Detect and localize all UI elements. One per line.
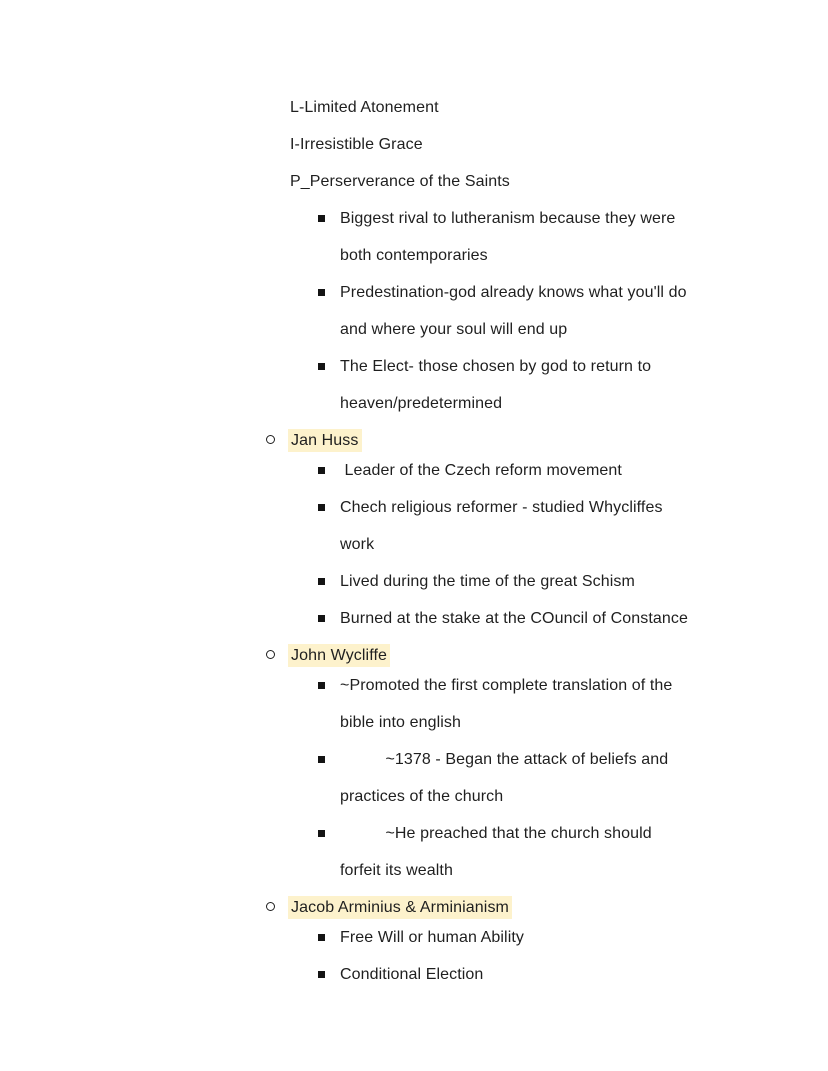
outline-item-text: and where your soul will end up — [340, 321, 568, 338]
square-bullet-icon — [318, 363, 325, 370]
outline-line — [340, 815, 652, 852]
outline-line — [340, 237, 675, 274]
outline-item — [318, 348, 828, 422]
outline-item — [318, 815, 828, 889]
outline-item-text: forfeit its wealth — [340, 862, 453, 879]
outline-item-text: Conditional Election — [340, 966, 484, 983]
outline-item-text: heaven/predetermined — [340, 395, 503, 412]
outline-item-lines — [340, 741, 668, 815]
outline-item-lines — [340, 815, 652, 889]
square-bullet-icon — [318, 504, 325, 511]
outline-item — [318, 452, 828, 489]
square-bullet-icon — [318, 578, 325, 585]
outline-line — [340, 919, 524, 956]
outline-item-lines — [290, 89, 439, 126]
outline-item — [290, 163, 828, 200]
outline-item-text: Burned at the stake at the COuncil of Constance — [340, 610, 689, 627]
outline-item-text: Chech religious reformer - studied Whycliffes — [340, 499, 663, 516]
outline-item-text: ~Promoted the first complete translation of the — [340, 677, 673, 694]
outline-item-text: Predestination-god already knows what you'll do — [340, 284, 687, 301]
outline-item-lines — [340, 956, 483, 993]
outline-line — [340, 667, 672, 704]
outline-line — [340, 704, 672, 741]
outline-item — [290, 89, 828, 126]
outline-item — [318, 956, 828, 993]
outline-item-text: Biggest rival to lutheranism because they were — [340, 210, 676, 227]
outline-item-text: both contemporaries — [340, 247, 488, 264]
outline-item-lines — [340, 919, 524, 956]
outline-item-text: ~1378 - Began the attack of beliefs and — [340, 751, 669, 768]
square-bullet-icon — [318, 682, 325, 689]
circle-bullet-icon — [266, 435, 275, 444]
square-bullet-icon — [318, 830, 325, 837]
outline-item-lines — [340, 667, 672, 741]
outline-line — [290, 126, 423, 163]
outline-item-text: work — [340, 536, 375, 553]
outline-item-lines — [340, 563, 635, 600]
circle-bullet-icon — [266, 650, 275, 659]
outline-item-text: Lived during the time of the great Schism — [340, 573, 635, 590]
outline-line — [340, 526, 663, 563]
outline-item-text: The Elect- those chosen by god to return to — [340, 358, 652, 375]
outline-item-text: P_Perserverance of the Saints — [290, 173, 510, 190]
document-body — [0, 89, 828, 993]
outline-item-lines — [340, 489, 663, 563]
square-bullet-icon — [318, 615, 325, 622]
highlighted-heading-text: John Wycliffe — [288, 644, 390, 667]
outline-line — [340, 563, 635, 600]
outline-line — [340, 956, 483, 993]
outline-line — [340, 274, 687, 311]
circle-bullet-icon — [266, 902, 275, 911]
outline-item-lines — [340, 200, 675, 274]
outline-line — [290, 163, 510, 200]
square-bullet-icon — [318, 467, 325, 474]
outline-item — [318, 919, 828, 956]
outline-item-text: Free Will or human Ability — [340, 929, 524, 946]
outline-item — [318, 600, 828, 637]
outline-item — [318, 667, 828, 741]
outline-item-text: bible into english — [340, 714, 461, 731]
outline-line — [340, 452, 622, 489]
outline-line — [340, 489, 663, 526]
outline-line — [340, 311, 687, 348]
square-bullet-icon — [318, 756, 325, 763]
outline-item-lines — [290, 163, 510, 200]
square-bullet-icon — [318, 289, 325, 296]
outline-item-lines — [290, 126, 423, 163]
outline-item — [318, 563, 828, 600]
outline-line — [340, 200, 675, 237]
outline-item-lines — [340, 274, 687, 348]
outline-line — [290, 89, 439, 126]
outline-item — [318, 200, 828, 274]
outline-item-text: ~He preached that the church should — [340, 825, 652, 842]
outline-item — [318, 489, 828, 563]
outline-item-text: Leader of the Czech reform movement — [340, 462, 622, 479]
outline-line — [340, 741, 668, 778]
square-bullet-icon — [318, 971, 325, 978]
outline-line — [340, 348, 651, 385]
outline-line — [340, 600, 688, 637]
outline-line — [340, 385, 651, 422]
outline-item-lines — [340, 600, 688, 637]
outline-item-text: I-Irresistible Grace — [290, 136, 423, 153]
outline-item-text: practices of the church — [340, 788, 504, 805]
square-bullet-icon — [318, 215, 325, 222]
outline-item — [318, 741, 828, 815]
outline-item-lines — [340, 452, 622, 489]
outline-line — [340, 852, 652, 889]
square-bullet-icon — [318, 934, 325, 941]
outline-item — [318, 274, 828, 348]
outline-item — [290, 126, 828, 163]
highlighted-heading-text: Jacob Arminius & Arminianism — [288, 896, 512, 919]
outline-item-lines — [340, 348, 651, 422]
outline-item-text: L-Limited Atonement — [290, 99, 439, 116]
highlighted-heading-text: Jan Huss — [288, 429, 362, 452]
outline-line — [340, 778, 668, 815]
